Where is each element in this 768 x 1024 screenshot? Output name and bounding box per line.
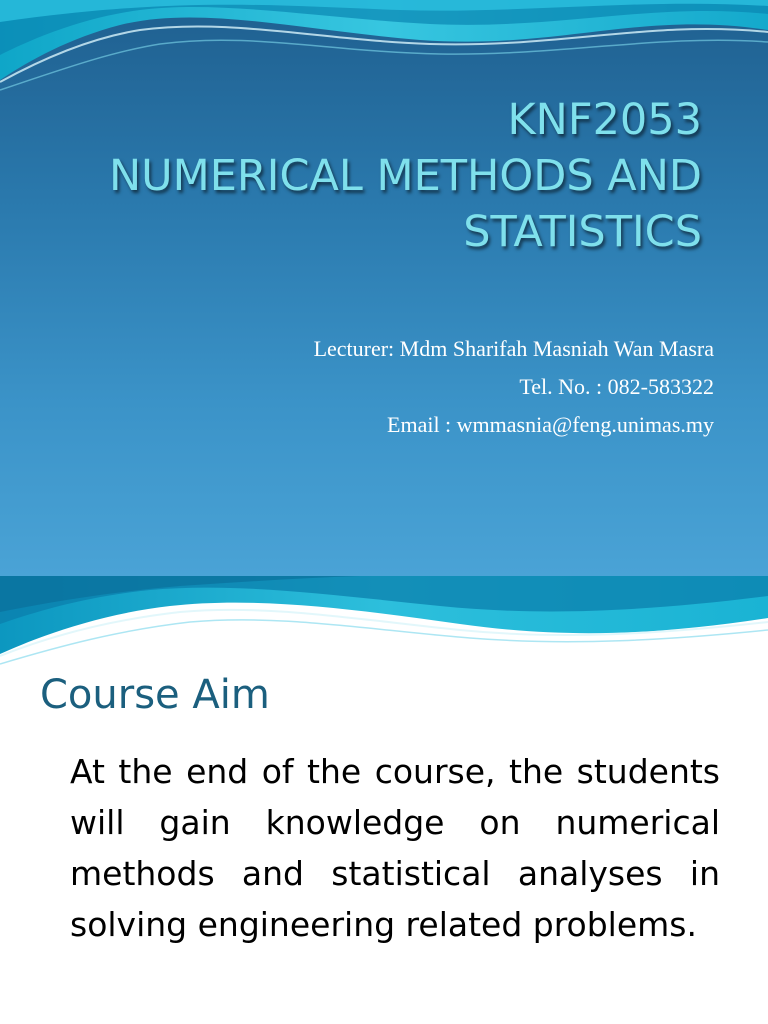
header-wave-decoration: [0, 576, 768, 671]
course-aim-slide: [0, 576, 768, 1024]
lecturer-tel: Tel. No. : 082-583322: [519, 374, 714, 399]
title-line-course-name-2: STATISTICS: [463, 207, 702, 257]
slide-heading: Course Aim: [40, 672, 270, 718]
title-line-course-name-1: NUMERICAL METHODS AND: [108, 151, 702, 201]
lecturer-email: Email : wmmasnia@feng.unimas.my: [387, 412, 714, 437]
header-wave-decoration: [0, 0, 768, 100]
slide-title: [22, 92, 702, 260]
title-line-course-code: KNF2053: [507, 95, 702, 145]
course-aim-text: At the end of the course, the students will gain knowledge on numerical methods and statistical analyses in solving engineering related problems.: [70, 752, 720, 944]
lecturer-info: [114, 330, 714, 444]
lecturer-name: Lecturer: Mdm Sharifah Masniah Wan Masra: [313, 336, 714, 361]
